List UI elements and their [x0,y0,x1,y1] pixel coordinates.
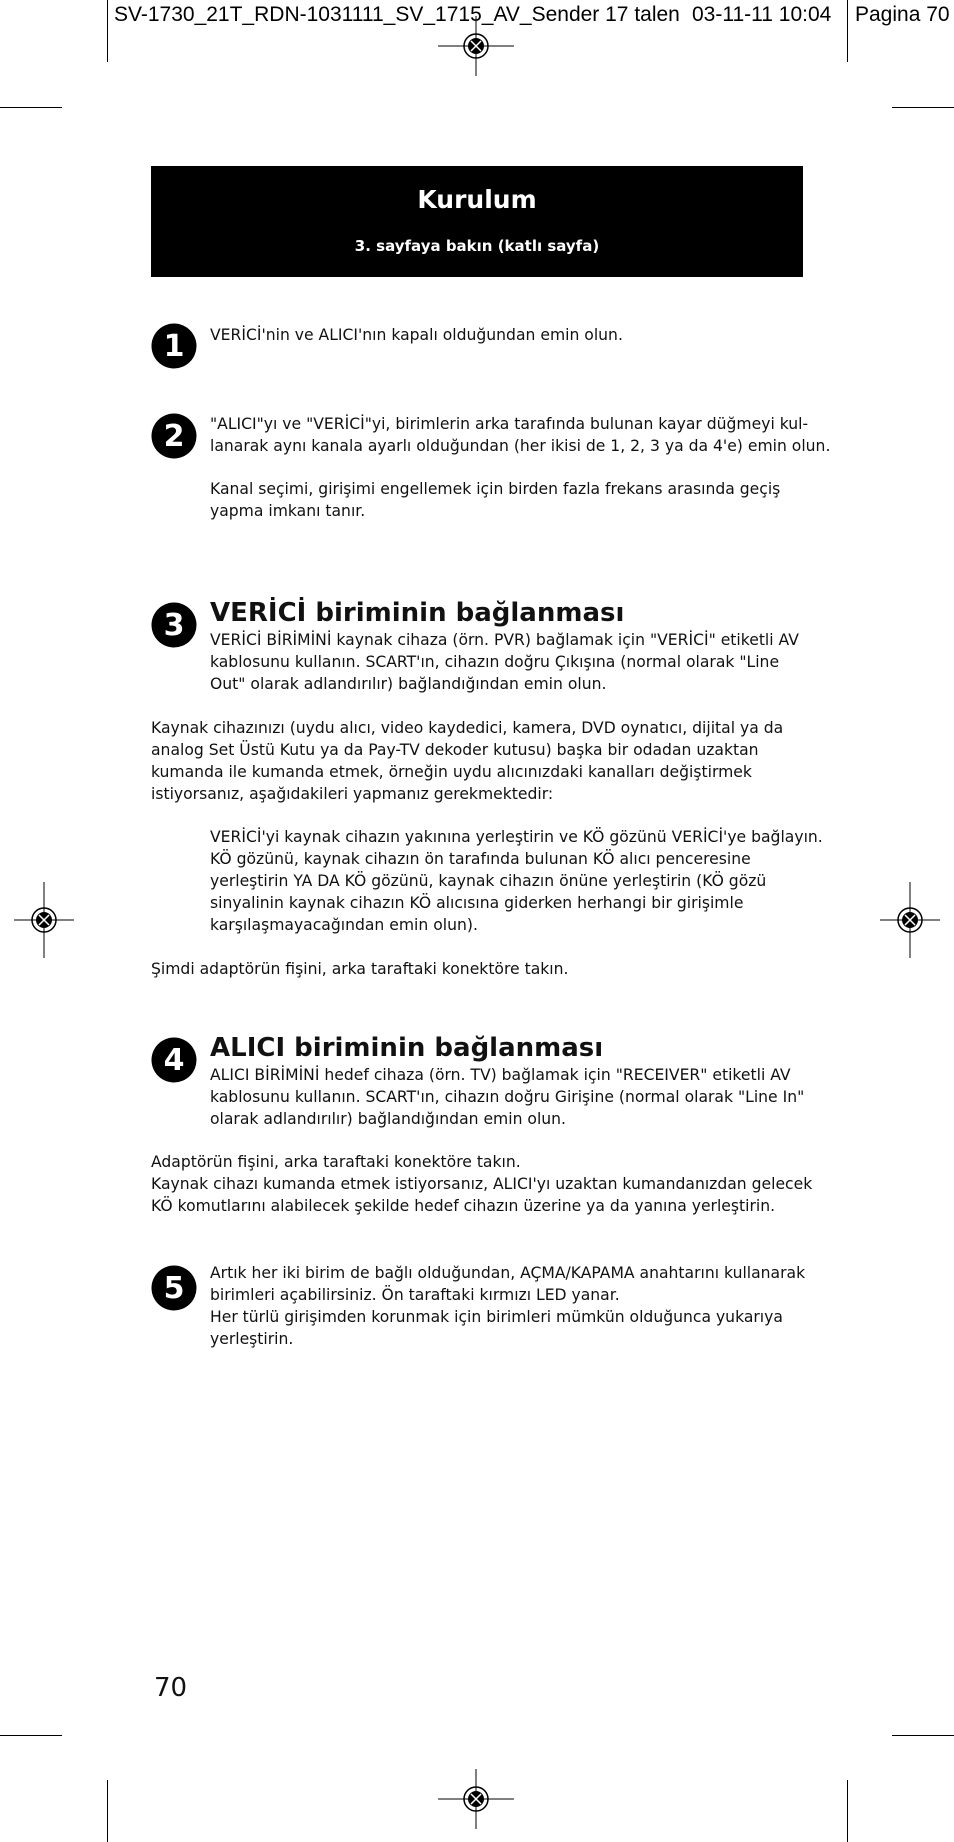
svg-text:4: 4 [163,1043,185,1078]
crop-mark [107,1780,108,1842]
registration-mark-icon [438,1761,514,1837]
step-2-number-icon [151,413,197,459]
svg-text:5: 5 [163,1271,185,1306]
slug-job: SV-1730_21T_RDN-1031111_SV_1715_AV_Sender 17 talen [114,3,680,26]
crop-mark [0,107,62,108]
step-3-heading: VERİCİ biriminin bağlanması [210,598,625,628]
step-3-after-text: Şimdi adaptörün fişini, arka taraftaki konektöre takın. [151,960,569,978]
registration-mark-icon [438,8,514,84]
svg-text:2: 2 [163,419,185,454]
step-2-note: Kanal seçimi, girişimi engellemek için birden fazla frekans arasında geçiş yapma imkanı tanır. [210,480,781,520]
banner-title: Kurulum [417,185,537,214]
step-5-text: Artık her iki birim de bağlı olduğundan, AÇMA/KAPAMA anahtarını kullanarak birimleri açabilirsiniz. Ön taraftaki kırmızı LED yanar. Her türlü girişimden korunmak için birimleri mümkün olduğunca yukarıya yerleştirin. [210,1264,806,1348]
step-1-text: VERİCİ'nin ve ALICI'nın kapalı olduğundan emin olun. [210,326,623,344]
slug-datetime: 03-11-11 10:04 [692,3,832,26]
step-1-number-icon [151,323,197,369]
registration-mark-icon [872,882,948,958]
slug-page: Pagina 70 [855,3,950,26]
crop-mark [847,1780,848,1842]
crop-mark [847,0,848,62]
step-2-text: "ALICI"yı ve "VERİCİ"yi, birimlerin arka tarafında bulunan kayar düğmeyi kul- lanarak aynı kanala ayarlı olduğundan (her ikisi de 1, 2, 3 ya da 4'e) emin olun. [210,415,831,455]
crop-mark [892,1735,954,1736]
step-3-number-icon [151,602,197,648]
step-4-heading: ALICI biriminin bağlanması [210,1033,604,1063]
crop-mark [107,0,108,62]
step-4-text: ALICI BİRİMİNİ hedef cihaza (örn. TV) bağlamak için "RECEIVER" etiketli AV kablosunu kullanın. SCART'ın, cihazın doğru Girişine (normal olarak "Line In" olarak adlandırılır) bağlandığından emin olun. [210,1066,805,1128]
banner-subtitle: 3. sayfaya bakın (katlı sayfa) [354,237,600,255]
section-banner [151,166,803,277]
step-5-number-icon [151,1265,197,1311]
step-4-number-icon [151,1037,197,1083]
step-4-paragraph: Adaptörün fişini, arka taraftaki konektöre takın. Kaynak cihazı kumanda etmek istiyorsanız, ALICI'yı uzaktan kumandanızdan gelecek KÖ komutlarını alabilecek şekilde hedef cihazın üzerine ya da yanına yerleştirin. [151,1153,813,1215]
step-3-text: VERİCİ BİRİMİNİ kaynak cihaza (örn. PVR) bağlamak için "VERİCİ" etiketli AV kablosunu kullanın. SCART'ın, cihazın doğru Çıkışına (normal olarak "Line Out" olarak adlandırılır) bağlandığından emin olun. [210,631,799,693]
page-number: 70 [154,1673,188,1703]
step-3-indented-paragraph: VERİCİ'yi kaynak cihazın yakınına yerleştirin ve KÖ gözünü VERİCİ'ye bağlayın. KÖ gözünü, kaynak cihazın ön tarafında bulunan KÖ alıcı penceresine yerleştirin YA DA KÖ gözünü, kaynak cihazın önüne yerleştirin (KÖ gözü sinyalinin kaynak cihazın KÖ alıcısına giderken herhangi bir girişimle karşılaşmayacağından emin olun). [210,828,823,934]
svg-text:3: 3 [163,608,185,643]
svg-text:1: 1 [163,329,185,364]
crop-mark [892,107,954,108]
step-3-paragraph: Kaynak cihazınızı (uydu alıcı, video kaydedici, kamera, DVD oynatıcı, dijital ya da analog Set Üstü Kutu ya da Pay-TV dekoder kutusu) başka bir odadan uzaktan kumanda ile kumanda etmek, örneğin uydu alıcınızdaki kanalları değiştirmek istiyorsanız, aşağıdakileri yapmanız gerekmektedir: [151,719,784,803]
registration-mark-icon [6,882,82,958]
crop-mark [0,1735,62,1736]
